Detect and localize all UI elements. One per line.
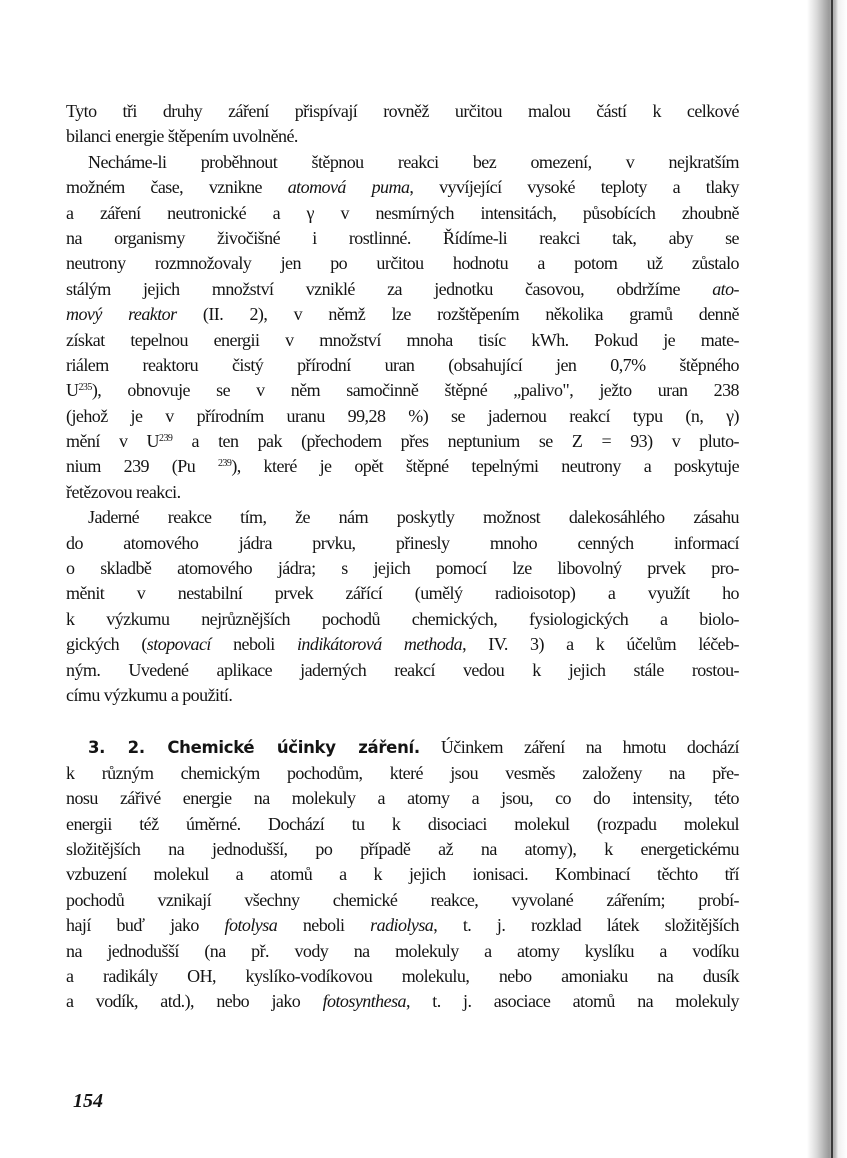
text-line: složitějších na jednodušší, po případě až na atomy), k energetickému (66, 838, 739, 859)
text-line: stálým jejich množství vzniklé za jednotku časovou, obdržíme ato- (66, 278, 739, 299)
text-line: riálem reaktoru čistý přírodní uran (obsahující jen 0,7% štěpného (66, 354, 739, 375)
text-line: a radikály OH, kyslíko-vodíkovou molekulu, nebo amoniaku na dusík (66, 965, 739, 986)
text-line: ným. Uvedené aplikace jaderných reakcí vedou k jejich stále rostou- (66, 659, 739, 680)
text-line: $U^{235}$), obnovuje se v něm samočinně štěpné „palivo", ježto uran 238 (66, 380, 739, 401)
italic-term: atomová puma (287, 177, 410, 198)
italic-term: stopovací (146, 634, 211, 655)
text-line: címu výzkumu a použití. (66, 684, 233, 705)
text-line: získat tepelnou energii v množství mnoha tisíc kWh. Pokud je mate- (66, 329, 739, 350)
text-line: o skladbě atomového jádra; s jejich pomocí lze libovolný prvek pro- (66, 558, 739, 579)
text-line: do atomového jádra prvku, přinesly mnoho cenných informací (66, 532, 739, 553)
italic-term: radiolysa (370, 915, 434, 936)
text-line: 3. 2. Chemické účinky záření. Účinkem záření na hmotu dochází (88, 737, 739, 758)
italic-term: fotolysa (224, 915, 278, 936)
text-line: řetězovou reakci. (66, 481, 181, 502)
italic-term: indikátorová methoda (296, 634, 463, 655)
text-line: mový reaktor (II. 2), v němž lze rozštěpením několika gramů denně (66, 304, 739, 325)
page-body (66, 99, 739, 1015)
text-line: pochodů vznikají všechny chemické reakce, vyvolané zářením; probí- (66, 889, 739, 910)
text-line: neutrony rozmnožovaly jen po určitou hodnotu a potom už zůstalo (66, 253, 739, 274)
superscript: 239 (217, 458, 232, 470)
text-line: nosu zářivé energie na molekuly a atomy a jsou, co do intensity, této (66, 788, 739, 809)
text-line: možném čase, vznikne atomová puma, vyvíjející vysoké teploty a tlaky (66, 177, 740, 198)
text-line: Jaderné reakce tím, že nám poskytly možnost dalekosáhlého zásahu (88, 507, 739, 528)
text-line: mění v $U^{239}$ a ten pak (přechodem přes neptunium se Z = 93) v pluto- (66, 431, 739, 452)
text-line: (jehož je v přírodním uranu 99,28 %) se jadernou reakcí typu (n, γ) (66, 405, 739, 426)
paragraph-atomic-bomb-reactor (66, 150, 739, 505)
text-line: na jednodušší (na př. vody na molekuly a atomy kyslíku a vodíku (66, 940, 739, 961)
text-line: k různým chemickým pochodům, které jsou vesměs založeny na pře- (66, 762, 739, 783)
text-line: měnit v nestabilní prvek zářící (umělý radioisotop) a využít ho (66, 583, 739, 604)
text-line: na organismy živočišné i rostlinné. Řídíme-li reakci tak, aby se (66, 227, 739, 248)
text-line: k výzkumu nejrůznějších pochodů chemických, fysiologických a biolo- (66, 608, 739, 629)
section-heading: 3. 2. Chemické účinky záření. (88, 738, 420, 758)
page-number: 154 (73, 1090, 103, 1112)
italic-term: ato- (712, 278, 739, 299)
section-spacer (66, 708, 739, 735)
text-line: vzbuzení molekul a atomů a k jejich ionisaci. Kombinací těchto tří (66, 864, 739, 885)
text-line: a záření neutronické a γ v nesmírných intensitách, působících zhoubně (66, 202, 739, 223)
text-line: bilanci energie štěpením uvolněné. (66, 126, 298, 147)
superscript: 235 (78, 382, 92, 394)
text-line: nium 239 (Pu $^{239}$), které je opět štěpné tepelnými neutrony a poskytuje (66, 456, 740, 477)
text-line: Tyto tři druhy záření přispívají rovněž určitou malou částí k celkové (66, 101, 739, 121)
section-chemical-effects (66, 735, 739, 1014)
paragraph-nuclear-reactions (66, 505, 739, 708)
page-gutter-shadow (807, 0, 847, 1158)
paragraph-radiation-energy (66, 99, 739, 150)
text-line: Necháme-li proběhnout štěpnou reakci bez omezení, v nejkratším (88, 151, 739, 172)
italic-term: mový reaktor (66, 304, 177, 325)
text-line: hají buď jako fotolysa neboli radiolysa, t. j. rozklad látek složitějších (66, 915, 740, 936)
italic-term: fotosynthesa (322, 991, 406, 1012)
text-line: a vodík, atd.), nebo jako fotosynthesa, t. j. asociace atomů na molekuly (66, 991, 740, 1012)
binding-edge-line (831, 0, 833, 1158)
text-line: energii též úměrné. Dochází tu k disociaci molekul (rozpadu molekul (66, 813, 739, 834)
text-line: gických (stopovací neboli indikátorová methoda, IV. 3) a k účelům léčeb- (66, 634, 739, 655)
superscript: 239 (159, 433, 173, 445)
